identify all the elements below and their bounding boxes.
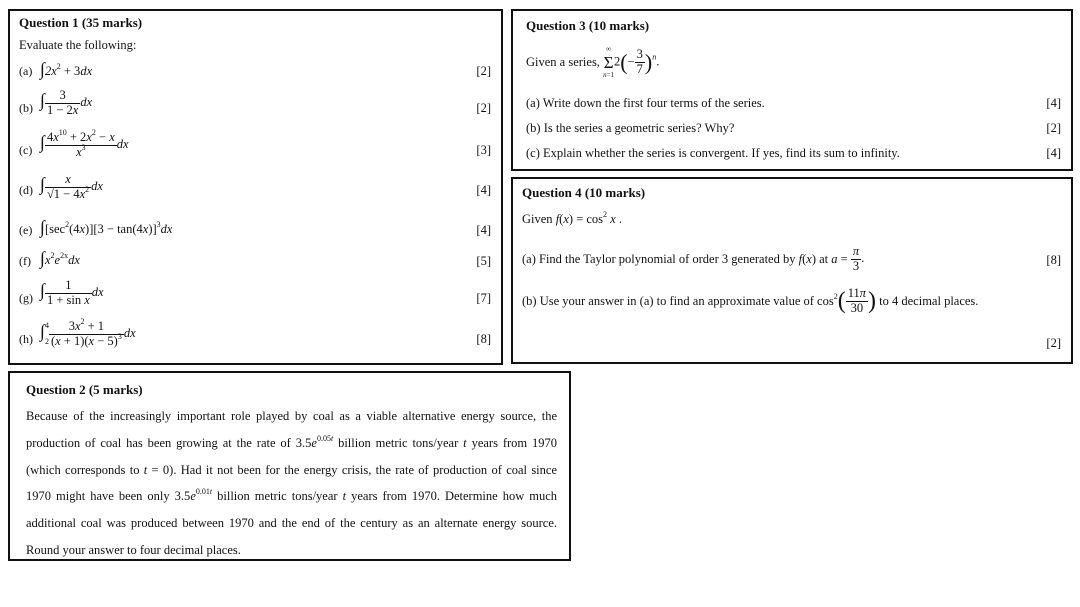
q1-item-b-expr: ∫ $\frac{3}{1 - 2x}$ dx xyxy=(40,88,93,117)
q4-part-b-post: to 4 decimal places. xyxy=(879,293,979,308)
q1-item-d-label: (d) xyxy=(19,183,33,197)
q1-item-f-expr: $\int x^2e^{2x}dx$ xyxy=(40,248,80,268)
q4-function-expr: $f(x) = \cos^2 x$ . xyxy=(555,210,622,226)
q4-part-a-text: (a) Find the Taylor polynomial of order 3 generated by xyxy=(522,251,796,266)
question-4-box xyxy=(511,177,1073,364)
q1-item-b-label: (b) xyxy=(19,101,33,115)
q1-item-a-expr: $\int 2x^2 + 3dx$ xyxy=(40,59,93,79)
q1-item-h-expr: ∫4 2 $\frac{3x^2 + 1}{(x + 1)(x - 5)^3}$ dx xyxy=(40,316,136,348)
q1-item-e-marks: [4] xyxy=(476,223,491,237)
q2-text-1: Because of the increasingly important role played by coal as a viable alternative energy source, the production of coal has been growing at the rate of xyxy=(26,409,557,450)
q2-text-5: billion metric tons/year xyxy=(217,489,338,504)
q1-item-g-expr: ∫ $\frac{1}{\text{1 + sin x}}$ dx xyxy=(40,278,104,307)
q4-part-a-at: at xyxy=(819,251,829,266)
q3-part-c-marks: [4] xyxy=(1046,146,1061,160)
q1-item-c-label: (c) xyxy=(19,143,33,157)
question-2-title: Question 2 (5 marks) xyxy=(26,382,143,397)
question-2-body: Because of the increasingly important role played by coal as a viable alternative energy source, the production of coal has been growing at the rate of $3.5e^{0.05t}$ billion metric tons/year t years from 1970 (which corresponds to t = 0). Had it not been for the energy crisis, the rate of production of coal since 1970 might have been only $3.5e^{0.01t}$ billion metric tons/year t years from 1970. Determine how much additional coal was produced between 1970 and the end of the century as an alternate energy source. Round your answer to four decimal places. xyxy=(26,409,558,557)
question-1-instruction: Evaluate the following: xyxy=(19,38,137,52)
q4-given xyxy=(522,212,622,227)
q1-item-a-marks: [2] xyxy=(476,64,491,78)
q3-part-a-marks: [4] xyxy=(1046,96,1061,110)
q2-text-4: ). Had it not been for the energy crisis, the rate of production of coal since 1970 might have been only xyxy=(26,462,557,504)
q1-item-d-marks: [4] xyxy=(476,183,491,197)
q4-part-b-text: (b) Use your answer in (a) to find an approximate value of xyxy=(522,293,814,308)
question-1-box xyxy=(8,9,503,365)
q3-series-expr: ∞ Σ n=12(− $\frac{3}{7}$ )$^n$. xyxy=(603,45,660,79)
q2-text-3: years from 1970 (which corresponds to xyxy=(26,435,558,477)
q1-item-e-label: (e) xyxy=(19,223,33,237)
q1-item-c-marks: [3] xyxy=(476,143,491,157)
q1-item-d-expr: ∫ $\frac{x}{√1 - 4x^2}$ dx xyxy=(40,172,103,201)
q4-part-a-marks: [8] xyxy=(1046,253,1061,267)
q3-part-b: (b) Is the series a geometric series? Why? xyxy=(526,121,735,135)
q3-part-c: (c) Explain whether the series is convergent. If yes, find its sum to infinity. xyxy=(526,146,900,160)
q3-given xyxy=(526,45,659,80)
question-3-box xyxy=(511,9,1073,171)
q4-given-text: Given xyxy=(522,212,553,226)
q1-item-e-expr: $\int[\sec^2(4x)][3 - \tan(4x)]^3dx$ xyxy=(40,217,173,237)
q4-part-b-marks: [2] xyxy=(1046,336,1061,350)
question-3-title: Question 3 (10 marks) xyxy=(526,18,650,33)
q1-item-c-expr: ∫ $\frac{4x^{10} + 2x^2 - x}{x^3}$ dx xyxy=(40,128,129,159)
q1-item-h-marks: [8] xyxy=(476,332,491,346)
q2-text-2: billion metric tons/year xyxy=(338,435,459,450)
q3-part-a: (a) Write down the first four terms of the series. xyxy=(526,96,765,110)
q3-given-text: Given a series, xyxy=(526,55,600,69)
q1-item-g-marks: [7] xyxy=(476,291,491,305)
q1-item-f-label: (f) xyxy=(19,254,31,268)
q1-item-b-marks: [2] xyxy=(476,101,491,115)
q2-text-6: years from 1970. Determine how much additional coal was produced between 1970 and the end of the century as an alternate energy source. Round your answer to four decimal places. xyxy=(26,489,558,557)
question-1-title: Question 1 (35 marks) xyxy=(19,15,143,30)
question-2-box xyxy=(8,371,571,561)
q4-part-a: (a) Find the Taylor polynomial of order 3 generated by f(x) at a = $\frac{\pi}{3}$ . xyxy=(522,244,865,273)
q1-item-h-label: (h) xyxy=(19,332,33,346)
q1-item-a-label: (a) xyxy=(19,64,33,78)
q1-item-g-label: (g) xyxy=(19,291,33,305)
q3-part-b-marks: [2] xyxy=(1046,121,1061,135)
question-4-title: Question 4 (10 marks) xyxy=(522,185,646,200)
q1-item-f-marks: [5] xyxy=(476,254,491,268)
q4-part-b: (b) Use your answer in (a) to find an approximate value of $\cos^2$( $\frac{11\pi}{30}$ ) to 4 decimal places. xyxy=(522,286,979,315)
